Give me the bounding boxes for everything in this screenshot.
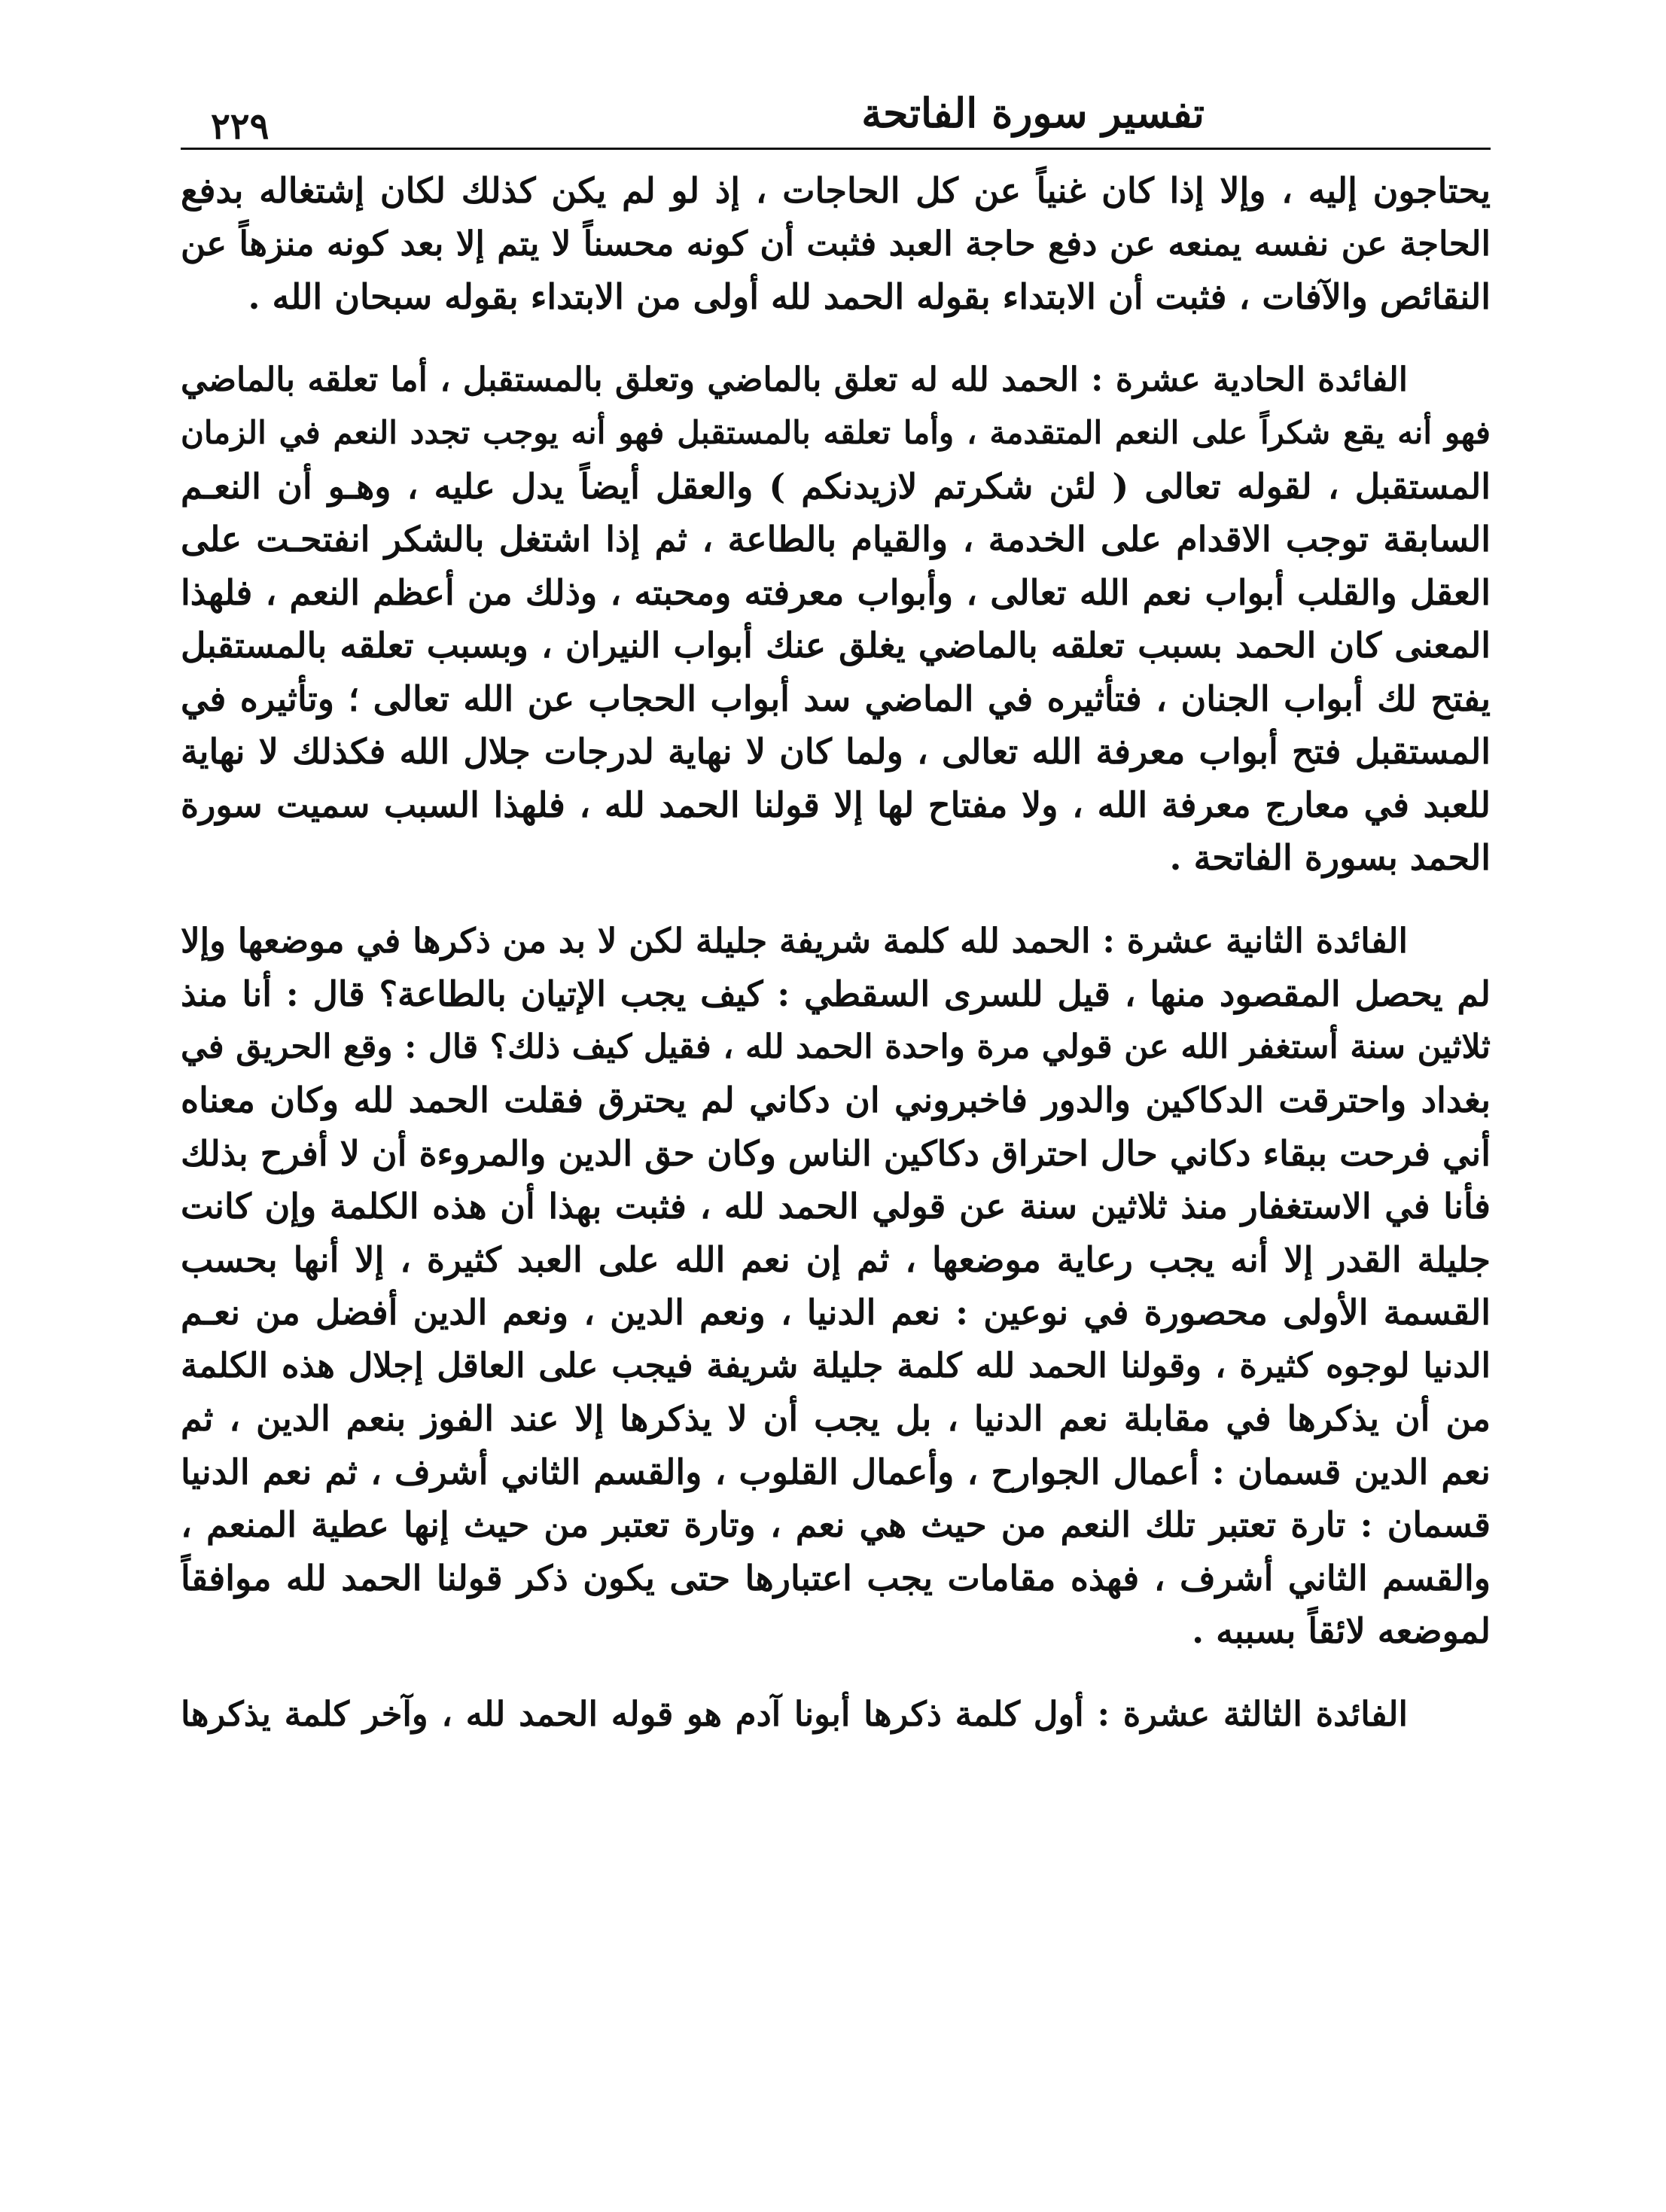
- text-line: الفائدة الحادية عشرة : الحمد لله له تعلق بالماضي وتعلق بالمستقبل ، أما تعلقه بالماضي: [181, 360, 1408, 399]
- text-line: الحاجة عن نفسه يمنعه عن دفع حاجة العبد فثبت أن كونه محسناً لا يتم إلا بعد كونه منزهاً عن: [181, 223, 1491, 264]
- text-line: يحتاجون إليه ، وإلا إذا كان غنياً عن كل الحاجات ، إذ لو لم يكن كذلك لكان إشتغاله بدفع: [181, 170, 1491, 211]
- paragraph-twelfth-benefit: [181, 915, 1491, 1658]
- page-header: [181, 83, 1491, 151]
- text-line: فهو أنه يقع شكراً على النعم المتقدمة ، وأما تعلقه بالمستقبل فهو أنه يوجب تجدد النعم في الزمان: [181, 414, 1491, 451]
- text-line: جليلة القدر إلا أنه يجب رعاية موضعها ، ثم إن نعم الله على العبد كثيرة ، إلا أنها بحسب: [181, 1239, 1491, 1280]
- header-rule: [181, 148, 1491, 150]
- text-line: العقل والقلب أبواب نعم الله تعالى ، وأبواب معرفته ومحبته ، وذلك من أعظم النعم ، فلهذا: [181, 571, 1491, 613]
- text-line: المعنى كان الحمد بسبب تعلقه بالماضي يغلق عنك أبواب النيران ، وبسبب تعلقه بالمستقبل: [181, 625, 1491, 666]
- text-line: السابقة توجب الاقدام على الخدمة ، والقيام بالطاعة ، ثم إذا اشتغل بالشكر انفتحـت على: [181, 519, 1491, 559]
- text-line: فأنا في الاستغفار منذ ثلاثين سنة عن قولي الحمد لله ، فثبت بهذا أن هذه الكلمة وإن كانت: [181, 1186, 1491, 1226]
- text-line: للعبد في معارج معرفة الله ، ولا مفتاح لها إلا قولنا الحمد لله ، فلهذا السبب سميت سورة: [181, 784, 1491, 825]
- text-line: الدنيا لوجوه كثيرة ، وقولنا الحمد لله كلمة جليلة شريفة فيجب على العاقل إجلال هذه الكلمة: [181, 1345, 1491, 1385]
- text-line: الفائدة الثالثة عشرة : أول كلمة ذكرها أبونا آدم هو قوله الحمد لله ، وآخر كلمة يذكرها: [181, 1693, 1408, 1734]
- body-text: [181, 164, 1491, 1741]
- text-line: نعم الدين قسمان : أعمال الجوارح ، وأعمال القلوب ، والقسم الثاني أشرف ، ثم نعم الدنيا: [181, 1451, 1491, 1492]
- text-line: أني فرحت ببقاء دكاني حال احتراق دكاكين الناس وكان حق الدين والمروءة أن لا أفرح بذلك: [181, 1132, 1491, 1174]
- paragraph-eleventh-benefit: [181, 354, 1491, 885]
- text-line: بغداد واحترقت الدكاكين والدور فاخبروني ان دكاني لم يحترق فقلت الحمد لله وكان معناه: [181, 1080, 1491, 1120]
- text-line: النقائص والآفات ، فثبت أن الابتداء بقوله الحمد لله أولى من الابتداء بقوله سبحان الله .: [248, 276, 1491, 317]
- page-number: ٢٢٩: [211, 105, 270, 148]
- text-line: القسمة الأولى محصورة في نوعين : نعم الدنيا ، ونعم الدين ، ونعم الدين أفضل من نعـم: [181, 1292, 1491, 1333]
- text-line: لموضعه لائقاً بسببه .: [1192, 1610, 1491, 1651]
- paragraph-continuation: [181, 164, 1491, 324]
- text-line: والقسم الثاني أشرف ، فهذه مقامات يجب اعتبارها حتى يكون ذكر قولنا الحمد لله موافقاً: [181, 1557, 1491, 1598]
- text-line: من أن يذكرها في مقابلة نعم الدنيا ، بل يجب أن لا يذكرها إلا عند الفوز بنعم الدين ، ثم: [181, 1398, 1491, 1439]
- text-line: ثلاثين سنة أستغفر الله عن قولي مرة واحدة الحمد لله ، فقيل كيف ذلك؟ قال : وقع الحريق في: [181, 1027, 1491, 1066]
- running-title: تفسير سورة الفاتحة: [861, 89, 1205, 137]
- text-line: المستقبل ، لقوله تعالى ( لئن شكرتم لازيدنكم ) والعقل أيضاً يدل عليه ، وهـو أن النعـم: [181, 465, 1491, 507]
- paragraph-thirteenth-benefit: [181, 1688, 1491, 1741]
- text-line: لم يحصل المقصود منها ، قيل للسرى السقطي : كيف يجب الإتيان بالطاعة؟ قال : أنا منذ: [181, 973, 1491, 1014]
- text-line: قسمان : تارة تعتبر تلك النعم من حيث هي نعم ، وتارة تعتبر من حيث إنها عطية المنعم ،: [181, 1504, 1491, 1545]
- text-line: يفتح لك أبواب الجنان ، فتأثيره في الماضي سد أبواب الحجاب عن الله تعالى ؛ وتأثيره في: [181, 678, 1491, 719]
- text-line: المستقبل فتح أبواب معرفة الله تعالى ، ولما كان لا نهاية لدرجات جلال الله فكذلك لا نهاية: [181, 731, 1491, 772]
- text-line: الحمد بسورة الفاتحة .: [1169, 837, 1491, 878]
- text-line: الفائدة الثانية عشرة : الحمد لله كلمة شريفة جليلة لكن لا بد من ذكرها في موضعها وإلا: [181, 920, 1408, 961]
